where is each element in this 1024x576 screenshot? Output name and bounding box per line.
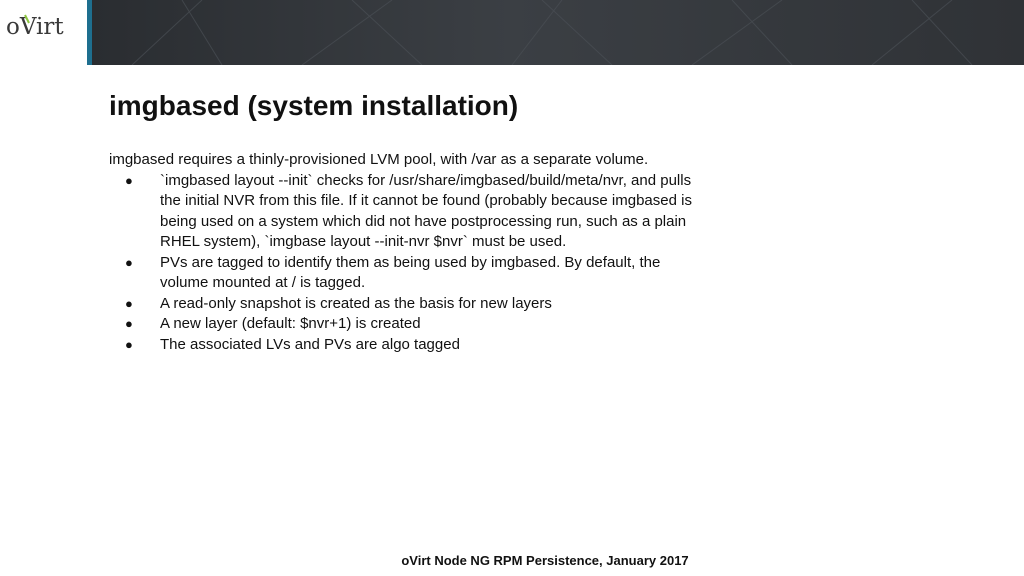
bullet-list — [109, 171, 709, 356]
bullet-text: The associated LVs and PVs are algo tagged — [160, 335, 460, 353]
bullet-icon: ● — [125, 295, 133, 311]
bullet-icon: ● — [125, 316, 133, 331]
bullet-item — [109, 253, 709, 294]
logo-accent-icon — [23, 13, 35, 35]
bullet-item — [109, 314, 709, 335]
slide-title: imgbased (system installation) — [109, 90, 519, 121]
bullet-icon: ● — [125, 254, 133, 270]
logo-area — [0, 0, 87, 65]
bullet-text: `imgbased layout --init` checks for /usr/share/imgbased/build/meta/nvr, and pulls the initial NVR from this file. If it cannot be found (probably because imgbased is being used on a system which did not have postprocessing run, such as a plain RHEL system), `imgbase layout --init-nvr $nvr` must be used. — [160, 171, 692, 250]
header-pattern — [92, 0, 1024, 65]
bullet-text: A read-only snapshot is created as the basis for new layers — [160, 294, 552, 312]
bullet-icon: ● — [125, 172, 133, 188]
intro-paragraph: imgbased requires a thinly-provisioned LVM pool, with /var as a separate volume. — [109, 151, 649, 168]
ovirt-logo: oVirt — [6, 14, 64, 40]
header-dark-band — [92, 0, 1024, 65]
bullet-item — [109, 294, 709, 315]
slide-body — [109, 150, 709, 355]
bullet-item — [109, 171, 709, 253]
bullet-icon: ● — [125, 336, 133, 352]
slide-footer: oVirt Node NG RPM Persistence, January 2017 — [401, 553, 689, 568]
bullet-text: A new layer (default: $nvr+1) is created — [160, 315, 421, 332]
bullet-item — [109, 335, 709, 356]
header-bar — [0, 0, 1024, 65]
bullet-text: PVs are tagged to identify them as being used by imgbased. By default, the volume mounted at / is tagged. — [160, 253, 661, 291]
